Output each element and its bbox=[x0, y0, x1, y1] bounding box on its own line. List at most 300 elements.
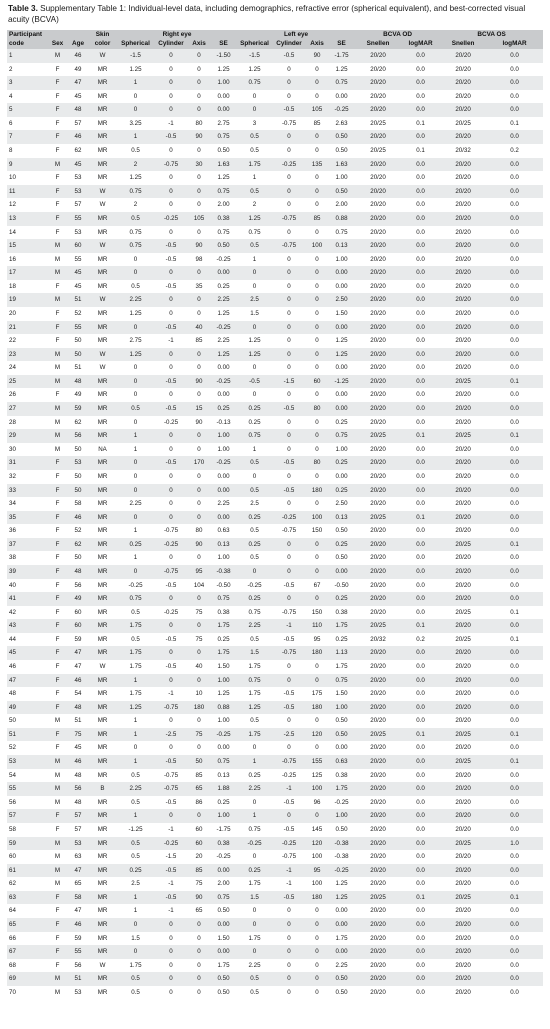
od-snellen-cell: 20/20 bbox=[355, 606, 401, 620]
right-se-cell: 1.00 bbox=[210, 714, 237, 728]
age-cell: 51 bbox=[68, 361, 88, 375]
right-se-cell: 0.25 bbox=[210, 402, 237, 416]
participant-code-cell: 28 bbox=[7, 416, 47, 430]
sex-cell: M bbox=[47, 796, 68, 810]
left-axis-cell: 155 bbox=[306, 755, 328, 769]
age-cell: 51 bbox=[68, 293, 88, 307]
os-snellen-cell: 20/20 bbox=[440, 321, 486, 335]
table-row bbox=[7, 402, 543, 416]
right-se-cell: 1.88 bbox=[210, 782, 237, 796]
sex-cell: F bbox=[47, 144, 68, 158]
right-spherical-cell: -0.25 bbox=[117, 579, 154, 593]
right-cylinder-cell: -1 bbox=[154, 823, 188, 837]
os-snellen-cell: 20/20 bbox=[440, 511, 486, 525]
left-spherical-cell: 0 bbox=[237, 918, 272, 932]
table-caption-text: Supplementary Table 1: Individual-level data, including demographics, refractive error (spherical equivalent), and best-corrected visual acuity (BCVA) bbox=[8, 4, 526, 24]
right-cylinder-cell: -0.75 bbox=[154, 701, 188, 715]
right-axis-cell: 20 bbox=[188, 850, 210, 864]
right-axis-cell: 98 bbox=[188, 253, 210, 267]
right-se-cell: 0.50 bbox=[210, 986, 237, 1000]
right-spherical-cell: -1.5 bbox=[117, 49, 154, 63]
left-cylinder-cell: 0 bbox=[272, 280, 306, 294]
right-spherical-cell: 1 bbox=[117, 443, 154, 457]
left-axis-cell: 0 bbox=[306, 185, 328, 199]
participant-code-cell: 14 bbox=[7, 226, 47, 240]
sex-cell: F bbox=[47, 904, 68, 918]
os-snellen-cell: 20/20 bbox=[440, 198, 486, 212]
os-logmar-cell: 0.1 bbox=[486, 606, 543, 620]
left-axis-cell: 67 bbox=[306, 579, 328, 593]
right-axis-cell: 90 bbox=[188, 891, 210, 905]
age-cell: 48 bbox=[68, 103, 88, 117]
right-axis-cell: 85 bbox=[188, 769, 210, 783]
skin-color-cell: MR bbox=[88, 158, 117, 172]
od-snellen-cell: 20/20 bbox=[355, 266, 401, 280]
os-snellen-cell: 20/25 bbox=[440, 837, 486, 851]
age-cell: 45 bbox=[68, 280, 88, 294]
od-snellen-cell: 20/20 bbox=[355, 484, 401, 498]
sex-cell: M bbox=[47, 769, 68, 783]
os-logmar-cell: 0.2 bbox=[486, 144, 543, 158]
participant-code-cell: 47 bbox=[7, 674, 47, 688]
right-se-cell: 0.50 bbox=[210, 239, 237, 253]
right-spherical-cell: 0.75 bbox=[117, 592, 154, 606]
right-axis-cell: 0 bbox=[188, 388, 210, 402]
right-spherical-cell: 0.5 bbox=[117, 837, 154, 851]
os-logmar-cell: 0.0 bbox=[486, 266, 543, 280]
od-logmar-cell: 0.0 bbox=[401, 660, 440, 674]
os-logmar-cell: 0.0 bbox=[486, 198, 543, 212]
sex-cell: F bbox=[47, 619, 68, 633]
table-row bbox=[7, 714, 543, 728]
left-spherical-cell: 0.25 bbox=[237, 864, 272, 878]
left-axis-cell: 0 bbox=[306, 551, 328, 565]
right-spherical-cell: 2.25 bbox=[117, 293, 154, 307]
left-axis-cell: 0 bbox=[306, 266, 328, 280]
table-row bbox=[7, 117, 543, 131]
skin-color-cell: W bbox=[88, 348, 117, 362]
right-axis-cell: 10 bbox=[188, 687, 210, 701]
sex-cell: M bbox=[47, 293, 68, 307]
left-axis-cell: 100 bbox=[306, 782, 328, 796]
sex-cell: F bbox=[47, 226, 68, 240]
participant-code-cell: 69 bbox=[7, 972, 47, 986]
age-cell: 46 bbox=[68, 511, 88, 525]
right-cylinder-cell: 0 bbox=[154, 619, 188, 633]
skin-color-cell: MR bbox=[88, 416, 117, 430]
table-body bbox=[7, 49, 543, 999]
os-logmar-cell: 0.0 bbox=[486, 646, 543, 660]
left-se-cell: 1.00 bbox=[328, 443, 355, 457]
skin-color-cell: MR bbox=[88, 823, 117, 837]
left-axis-cell: 0 bbox=[306, 972, 328, 986]
right-spherical-cell: 0 bbox=[117, 416, 154, 430]
left-spherical-cell: 1.5 bbox=[237, 646, 272, 660]
os-snellen-cell: 20/20 bbox=[440, 158, 486, 172]
left-se-cell: 0.50 bbox=[328, 728, 355, 742]
right-se-cell: 1.50 bbox=[210, 660, 237, 674]
left-cylinder-cell: 0 bbox=[272, 171, 306, 185]
left-se-cell: 0.75 bbox=[328, 76, 355, 90]
sex-cell: F bbox=[47, 470, 68, 484]
age-cell: 50 bbox=[68, 443, 88, 457]
right-spherical-cell: 1 bbox=[117, 755, 154, 769]
right-spherical-cell: 0 bbox=[117, 456, 154, 470]
left-cylinder-cell: 0 bbox=[272, 76, 306, 90]
skin-color-cell: MR bbox=[88, 837, 117, 851]
left-cylinder-cell: 0 bbox=[272, 90, 306, 104]
os-logmar-cell: 0.0 bbox=[486, 592, 543, 606]
left-cylinder-cell: -0.75 bbox=[272, 239, 306, 253]
os-snellen-cell: 20/20 bbox=[440, 660, 486, 674]
participant-code-cell: 59 bbox=[7, 837, 47, 851]
right-se-cell: 0.25 bbox=[210, 633, 237, 647]
participant-code-cell: 31 bbox=[7, 456, 47, 470]
os-logmar-cell: 0.0 bbox=[486, 945, 543, 959]
table-row bbox=[7, 565, 543, 579]
table-row bbox=[7, 266, 543, 280]
table-label: Table 3. bbox=[8, 4, 38, 13]
right-se-cell: 0.75 bbox=[210, 185, 237, 199]
right-cylinder-cell: -0.5 bbox=[154, 633, 188, 647]
left-axis-cell: 100 bbox=[306, 511, 328, 525]
right-spherical-cell: 0.5 bbox=[117, 212, 154, 226]
os-logmar-cell: 0.0 bbox=[486, 823, 543, 837]
od-snellen-cell: 20/20 bbox=[355, 185, 401, 199]
right-cylinder-cell: 0 bbox=[154, 266, 188, 280]
os-logmar-cell: 0.0 bbox=[486, 470, 543, 484]
left-axis-cell: 180 bbox=[306, 484, 328, 498]
skin-color-cell: W bbox=[88, 198, 117, 212]
right-cylinder-cell: -0.5 bbox=[154, 891, 188, 905]
right-se-cell: 0.13 bbox=[210, 769, 237, 783]
skin-color-cell: MR bbox=[88, 864, 117, 878]
right-spherical-cell: 0 bbox=[117, 484, 154, 498]
right-axis-cell: 0 bbox=[188, 497, 210, 511]
left-se-cell: 1.63 bbox=[328, 158, 355, 172]
od-logmar-cell: 0.1 bbox=[401, 144, 440, 158]
left-spherical-cell: 0 bbox=[237, 388, 272, 402]
table-row bbox=[7, 49, 543, 63]
od-snellen-cell: 20/20 bbox=[355, 456, 401, 470]
left-se-cell: 2.25 bbox=[328, 959, 355, 973]
participant-code-cell: 6 bbox=[7, 117, 47, 131]
right-cylinder-cell: 0 bbox=[154, 429, 188, 443]
skin-color-cell: B bbox=[88, 782, 117, 796]
left-spherical-cell: 0 bbox=[237, 945, 272, 959]
right-cylinder-cell: 0 bbox=[154, 49, 188, 63]
sex-cell: F bbox=[47, 891, 68, 905]
skin-color-header: Skin color bbox=[88, 30, 117, 49]
od-logmar-cell: 0.0 bbox=[401, 932, 440, 946]
right-se-cell: 1.00 bbox=[210, 443, 237, 457]
table-row bbox=[7, 524, 543, 538]
od-logmar-cell: 0.0 bbox=[401, 198, 440, 212]
od-logmar-cell: 0.0 bbox=[401, 837, 440, 851]
os-logmar-cell: 0.1 bbox=[486, 755, 543, 769]
left-spherical-cell: 0.5 bbox=[237, 144, 272, 158]
participant-code-cell: 34 bbox=[7, 497, 47, 511]
left-cylinder-cell: -0.5 bbox=[272, 49, 306, 63]
os-logmar-cell: 0.1 bbox=[486, 728, 543, 742]
od-snellen-cell: 20/20 bbox=[355, 76, 401, 90]
od-snellen-cell: 20/20 bbox=[355, 334, 401, 348]
right-cylinder-cell: 0 bbox=[154, 484, 188, 498]
left-axis-cell: 0 bbox=[306, 538, 328, 552]
right-axis-cell: 0 bbox=[188, 293, 210, 307]
sex-cell: F bbox=[47, 76, 68, 90]
right-axis-cell: 65 bbox=[188, 904, 210, 918]
left-axis-cell: 60 bbox=[306, 375, 328, 389]
os-snellen-cell: 20/20 bbox=[440, 130, 486, 144]
table-row bbox=[7, 321, 543, 335]
left-spherical-cell: 0.5 bbox=[237, 986, 272, 1000]
sex-cell: M bbox=[47, 864, 68, 878]
od-snellen-cell: 20/20 bbox=[355, 850, 401, 864]
right-spherical-cell: 2.5 bbox=[117, 877, 154, 891]
right-se-cell: 1.00 bbox=[210, 551, 237, 565]
od-logmar-cell: 0.0 bbox=[401, 592, 440, 606]
right-axis-cell: 0 bbox=[188, 348, 210, 362]
od-snellen-cell: 20/20 bbox=[355, 864, 401, 878]
left-cylinder-cell: 0 bbox=[272, 198, 306, 212]
left-spherical-cell: -0.5 bbox=[237, 375, 272, 389]
os-snellen-cell: 20/20 bbox=[440, 959, 486, 973]
right-cylinder-cell: 0 bbox=[154, 198, 188, 212]
age-cell: 63 bbox=[68, 850, 88, 864]
od-logmar-cell: 0.0 bbox=[401, 49, 440, 63]
table-row bbox=[7, 511, 543, 525]
od-snellen-cell: 20/20 bbox=[355, 239, 401, 253]
right-se-cell: 1.75 bbox=[210, 619, 237, 633]
right-se-cell: 0.00 bbox=[210, 103, 237, 117]
od-snellen-cell: 20/20 bbox=[355, 307, 401, 321]
os-logmar-cell: 0.0 bbox=[486, 456, 543, 470]
os-logmar-cell: 0.0 bbox=[486, 49, 543, 63]
participant-code-cell: 49 bbox=[7, 701, 47, 715]
right-cylinder-cell: 0 bbox=[154, 171, 188, 185]
od-logmar-cell: 0.0 bbox=[401, 823, 440, 837]
right-se-cell: 0.00 bbox=[210, 741, 237, 755]
left-se-cell: 1.25 bbox=[328, 891, 355, 905]
od-snellen-cell: 20/20 bbox=[355, 932, 401, 946]
right-cylinder-cell: 0 bbox=[154, 144, 188, 158]
right-spherical-cell: 0.5 bbox=[117, 769, 154, 783]
participant-code-cell: 4 bbox=[7, 90, 47, 104]
table-row bbox=[7, 755, 543, 769]
right-cylinder-cell: -0.5 bbox=[154, 253, 188, 267]
od-snellen-cell: 20/20 bbox=[355, 877, 401, 891]
left-se-cell: 1.00 bbox=[328, 809, 355, 823]
table-row bbox=[7, 375, 543, 389]
od-logmar-cell: 0.1 bbox=[401, 728, 440, 742]
sex-cell: F bbox=[47, 660, 68, 674]
left-axis-cell: 0 bbox=[306, 348, 328, 362]
right-axis-cell: 90 bbox=[188, 416, 210, 430]
os-logmar-cell: 0.0 bbox=[486, 741, 543, 755]
left-axis-cell: 0 bbox=[306, 253, 328, 267]
left-cylinder-cell: 0 bbox=[272, 253, 306, 267]
os-logmar-cell: 0.1 bbox=[486, 117, 543, 131]
left-axis-cell: 0 bbox=[306, 741, 328, 755]
table-row bbox=[7, 171, 543, 185]
skin-color-cell: MR bbox=[88, 171, 117, 185]
participant-code-cell: 56 bbox=[7, 796, 47, 810]
left-se-cell: 1.25 bbox=[328, 63, 355, 77]
right-spherical-cell: 1.25 bbox=[117, 63, 154, 77]
participant-code-cell: 54 bbox=[7, 769, 47, 783]
right-cylinder-cell: -1.5 bbox=[154, 850, 188, 864]
right-spherical-cell: 1 bbox=[117, 891, 154, 905]
right-cylinder-cell: 0 bbox=[154, 470, 188, 484]
participant-code-cell: 68 bbox=[7, 959, 47, 973]
right-spherical-cell: 0.5 bbox=[117, 606, 154, 620]
right-se-cell: 0.00 bbox=[210, 945, 237, 959]
od-snellen-cell: 20/20 bbox=[355, 348, 401, 362]
od-snellen-cell: 20/20 bbox=[355, 375, 401, 389]
age-cell: 56 bbox=[68, 429, 88, 443]
od-snellen-cell: 20/20 bbox=[355, 198, 401, 212]
skin-color-cell: MR bbox=[88, 714, 117, 728]
left-cylinder-cell: -0.75 bbox=[272, 524, 306, 538]
os-logmar-cell: 0.0 bbox=[486, 551, 543, 565]
right-cylinder-cell: -2.5 bbox=[154, 728, 188, 742]
age-cell: 48 bbox=[68, 796, 88, 810]
od-snellen-cell: 20/25 bbox=[355, 728, 401, 742]
left-axis-cell: 0 bbox=[306, 497, 328, 511]
od-logmar-cell: 0.0 bbox=[401, 226, 440, 240]
left-spherical-cell: 0.75 bbox=[237, 823, 272, 837]
os-logmar-cell: 0.0 bbox=[486, 918, 543, 932]
left-axis-cell: 135 bbox=[306, 158, 328, 172]
sex-cell: M bbox=[47, 850, 68, 864]
age-cell: 47 bbox=[68, 660, 88, 674]
skin-color-cell: MR bbox=[88, 117, 117, 131]
od-logmar-cell: 0.0 bbox=[401, 538, 440, 552]
age-cell: 48 bbox=[68, 701, 88, 715]
os-snellen-cell: 20/20 bbox=[440, 796, 486, 810]
age-cell: 53 bbox=[68, 226, 88, 240]
left-se-cell: 0.50 bbox=[328, 986, 355, 1000]
left-axis-cell: 0 bbox=[306, 565, 328, 579]
left-axis-cell: 150 bbox=[306, 606, 328, 620]
left-cylinder-cell: 0 bbox=[272, 741, 306, 755]
os-logmar-cell: 0.0 bbox=[486, 280, 543, 294]
age-cell: 50 bbox=[68, 470, 88, 484]
skin-color-cell: MR bbox=[88, 524, 117, 538]
right-se-cell: 1.25 bbox=[210, 687, 237, 701]
age-cell: 54 bbox=[68, 687, 88, 701]
supplementary-data-table bbox=[7, 30, 543, 999]
skin-color-cell: MR bbox=[88, 266, 117, 280]
left-se-cell: -1.25 bbox=[328, 375, 355, 389]
left-spherical-cell: 0.5 bbox=[237, 633, 272, 647]
left-axis-cell: 0 bbox=[306, 334, 328, 348]
left-spherical-cell: 0.25 bbox=[237, 511, 272, 525]
skin-color-cell: MR bbox=[88, 76, 117, 90]
right-axis-cell: 0 bbox=[188, 986, 210, 1000]
table-row bbox=[7, 361, 543, 375]
sex-cell: F bbox=[47, 579, 68, 593]
right-cylinder-cell: -0.75 bbox=[154, 782, 188, 796]
skin-color-cell: MR bbox=[88, 321, 117, 335]
table-row bbox=[7, 253, 543, 267]
left-cylinder-cell: 0 bbox=[272, 144, 306, 158]
od-snellen-cell: 20/20 bbox=[355, 524, 401, 538]
participant-code-cell: 70 bbox=[7, 986, 47, 1000]
left-cylinder-cell: 0 bbox=[272, 945, 306, 959]
right-se-cell: 0.75 bbox=[210, 130, 237, 144]
right-cylinder-cell: -1 bbox=[154, 334, 188, 348]
right-axis-cell: 75 bbox=[188, 728, 210, 742]
table-row bbox=[7, 103, 543, 117]
participant-code-cell: 37 bbox=[7, 538, 47, 552]
right-se-cell: 1.25 bbox=[210, 63, 237, 77]
age-cell: 48 bbox=[68, 565, 88, 579]
table-row bbox=[7, 864, 543, 878]
left-cylinder-cell: 0 bbox=[272, 904, 306, 918]
skin-color-cell: MR bbox=[88, 280, 117, 294]
right-axis-cell: 0 bbox=[188, 959, 210, 973]
right-spherical-cell: 0 bbox=[117, 388, 154, 402]
os-snellen-cell: 20/20 bbox=[440, 646, 486, 660]
od-logmar-cell: 0.0 bbox=[401, 972, 440, 986]
od-snellen-cell: 20/20 bbox=[355, 130, 401, 144]
skin-color-cell: W bbox=[88, 660, 117, 674]
os-logmar-cell: 0.0 bbox=[486, 253, 543, 267]
right-axis-cell: 90 bbox=[188, 130, 210, 144]
od-snellen-cell: 20/20 bbox=[355, 402, 401, 416]
participant-code-cell: 27 bbox=[7, 402, 47, 416]
os-logmar-cell: 0.0 bbox=[486, 239, 543, 253]
age-cell: 53 bbox=[68, 171, 88, 185]
od-snellen-cell: 20/20 bbox=[355, 579, 401, 593]
table-row bbox=[7, 484, 543, 498]
left-axis-cell: 96 bbox=[306, 796, 328, 810]
right-axis-cell: 85 bbox=[188, 864, 210, 878]
od-logmar-cell: 0.0 bbox=[401, 76, 440, 90]
left-spherical-cell: -0.25 bbox=[237, 579, 272, 593]
age-cell: 52 bbox=[68, 524, 88, 538]
right-se-cell: 2.25 bbox=[210, 334, 237, 348]
left-se-cell: -0.38 bbox=[328, 837, 355, 851]
age-cell: 55 bbox=[68, 212, 88, 226]
right-cylinder-cell: 0 bbox=[154, 945, 188, 959]
participant-code-cell: 65 bbox=[7, 918, 47, 932]
os-logmar-cell: 0.1 bbox=[486, 633, 543, 647]
right-axis-cell: 0 bbox=[188, 307, 210, 321]
participant-code-cell: 1 bbox=[7, 49, 47, 63]
os-snellen-cell: 20/20 bbox=[440, 864, 486, 878]
od-snellen-cell: 20/20 bbox=[355, 782, 401, 796]
od-logmar-cell: 0.0 bbox=[401, 674, 440, 688]
os-snellen-cell: 20/20 bbox=[440, 456, 486, 470]
os-snellen-cell: 20/20 bbox=[440, 90, 486, 104]
participant-code-cell: 58 bbox=[7, 823, 47, 837]
age-cell: 59 bbox=[68, 402, 88, 416]
od-logmar-cell: 0.0 bbox=[401, 497, 440, 511]
os-snellen-cell: 20/20 bbox=[440, 592, 486, 606]
age-cell: 62 bbox=[68, 538, 88, 552]
right-se-cell: 2.00 bbox=[210, 198, 237, 212]
os-snellen-cell: 20/20 bbox=[440, 226, 486, 240]
right-axis-header: Axis bbox=[188, 40, 210, 49]
os-logmar-cell: 0.1 bbox=[486, 891, 543, 905]
left-spherical-cell: 1.25 bbox=[237, 701, 272, 715]
left-spherical-cell: 0.75 bbox=[237, 226, 272, 240]
os-snellen-cell: 20/20 bbox=[440, 551, 486, 565]
right-spherical-cell: 1 bbox=[117, 809, 154, 823]
